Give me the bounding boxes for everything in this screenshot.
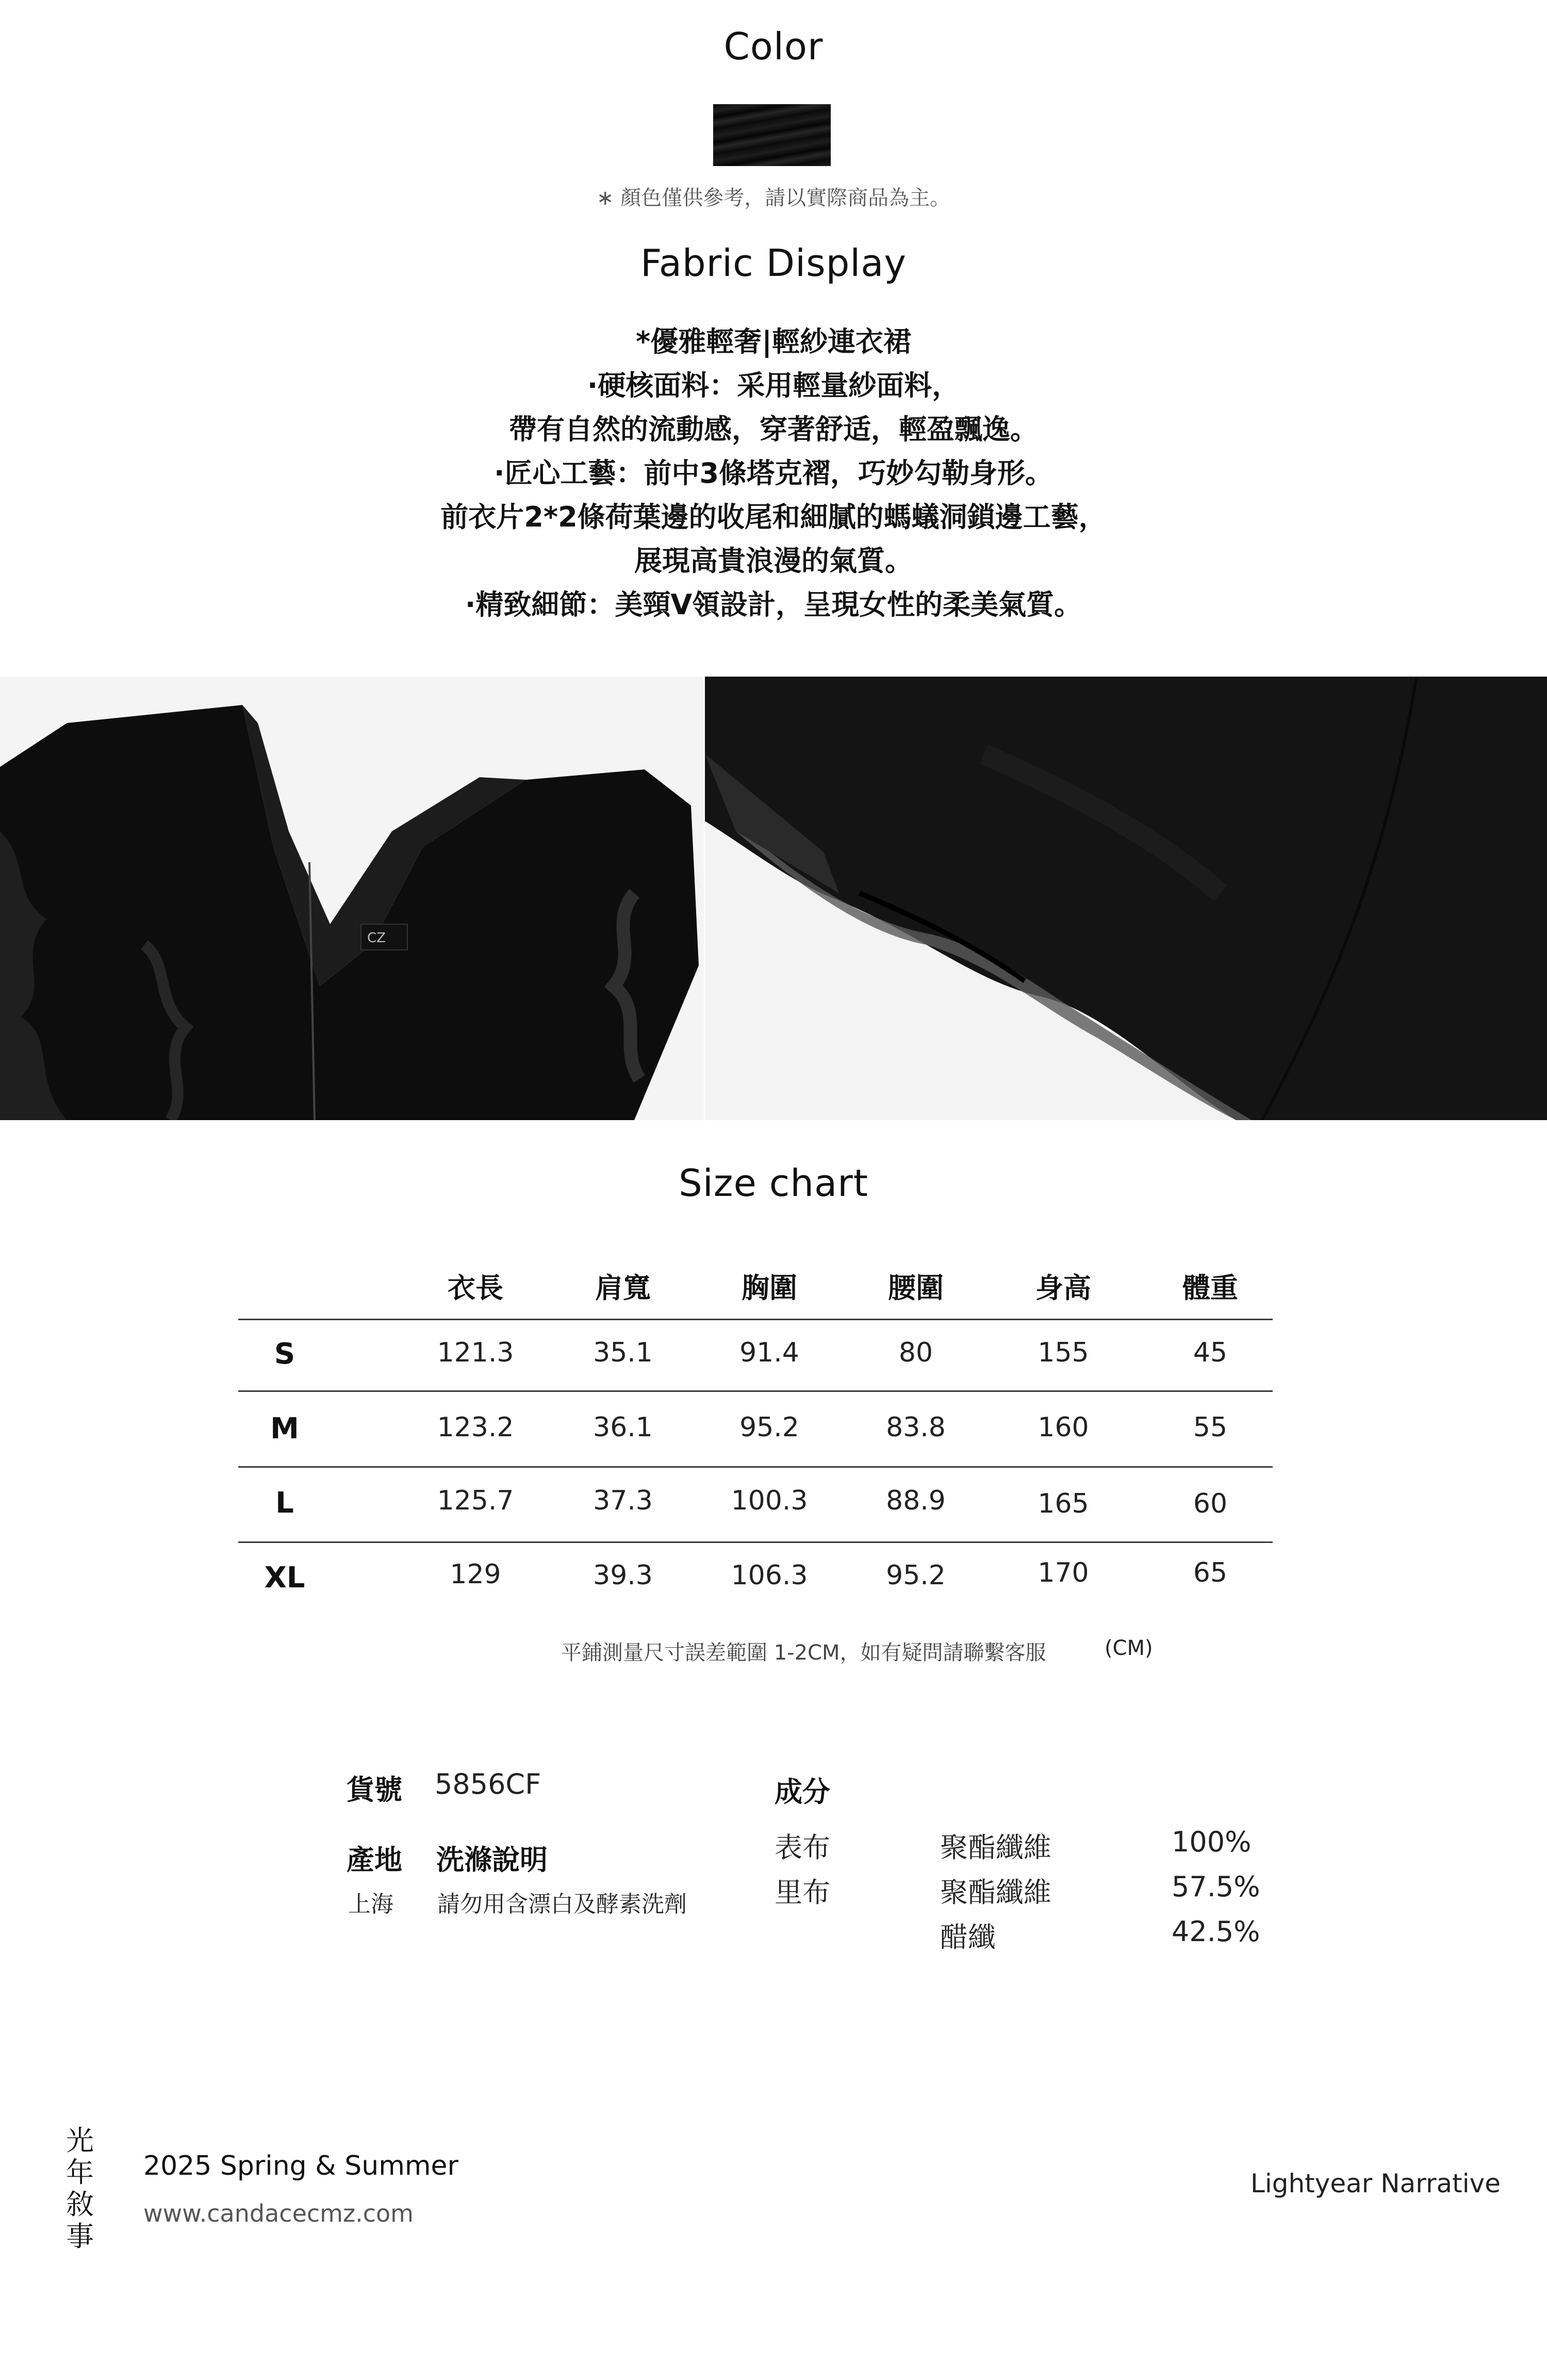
desc-line: ·硬核面料：采用輕量紗面料， xyxy=(587,369,960,402)
size-label-xl: XL xyxy=(264,1561,305,1595)
website-link[interactable]: www.candacecmz.com xyxy=(143,2200,414,2227)
table-cell: 125.7 xyxy=(437,1485,514,1516)
table-cell: 35.1 xyxy=(593,1337,653,1368)
table-cell: 129 xyxy=(450,1559,501,1590)
table-rule xyxy=(238,1319,1273,1320)
table-cell: 121.3 xyxy=(437,1337,514,1368)
table-cell: 36.1 xyxy=(593,1412,653,1443)
header-shoulder: 肩寬 xyxy=(595,1272,651,1304)
color-title: Color xyxy=(723,25,824,68)
table-cell: 45 xyxy=(1193,1337,1228,1368)
composition-material: 醋纖 xyxy=(940,1921,996,1954)
fabric-description xyxy=(0,320,1547,627)
composition-material: 聚酯纖維 xyxy=(940,1831,1051,1864)
header-bust: 胸圍 xyxy=(742,1272,797,1304)
size-chart-unit: (CM) xyxy=(1105,1636,1153,1660)
brand-char: 年 xyxy=(66,2156,94,2189)
color-note: ∗ 顏色僅供參考，請以實際商品為主。 xyxy=(596,186,951,210)
header-weight: 體重 xyxy=(1182,1272,1238,1304)
origin-value: 上海 xyxy=(348,1891,393,1917)
size-chart-note: 平鋪測量尺寸誤差範圍 1-2CM，如有疑問請聯繫客服 xyxy=(561,1641,1046,1665)
composition-percent: 57.5% xyxy=(1172,1870,1260,1903)
composition-percent: 42.5% xyxy=(1172,1915,1260,1948)
wash-label: 洗滌說明 xyxy=(436,1844,548,1876)
table-cell: 65 xyxy=(1193,1557,1228,1588)
header-height: 身高 xyxy=(1035,1272,1091,1304)
desc-line: ·匠心工藝：前中3條塔克褶，巧妙勾勒身形。 xyxy=(493,457,1054,489)
dress-hem-photo xyxy=(705,677,1547,1120)
size-chart-title: Size chart xyxy=(679,1161,868,1205)
brand-char: 光 xyxy=(66,2124,94,2157)
composition-material: 聚酯纖維 xyxy=(940,1876,1051,1909)
brand-english: Lightyear Narrative xyxy=(1250,2169,1501,2198)
table-cell: 106.3 xyxy=(731,1560,808,1591)
table-rule xyxy=(238,1466,1273,1468)
table-cell: 100.3 xyxy=(731,1485,808,1516)
item-no-label: 貨號 xyxy=(347,1774,402,1806)
header-length: 衣長 xyxy=(448,1272,503,1304)
dress-hem-illustration xyxy=(705,677,1547,1120)
table-cell: 83.8 xyxy=(886,1412,946,1443)
table-rule xyxy=(238,1541,1273,1543)
fabric-title: Fabric Display xyxy=(640,241,907,285)
size-label-s: S xyxy=(274,1337,295,1371)
table-cell: 95.2 xyxy=(739,1412,799,1443)
table-cell: 170 xyxy=(1038,1557,1089,1588)
desc-line: ·精致細節：美頸V領設計，呈現女性的柔美氣質。 xyxy=(465,588,1082,621)
composition-percent: 100% xyxy=(1172,1826,1252,1858)
table-cell: 155 xyxy=(1038,1337,1089,1368)
table-cell: 91.4 xyxy=(739,1337,799,1368)
size-label-m: M xyxy=(270,1412,299,1446)
item-no-value: 5856CF xyxy=(435,1768,541,1800)
dress-neckline-photo xyxy=(0,677,704,1120)
desc-line: 展現高貴浪漫的氣質。 xyxy=(634,545,913,577)
dress-neckline-illustration xyxy=(0,677,704,1120)
svg-text:CZ: CZ xyxy=(367,930,386,946)
table-cell: 165 xyxy=(1038,1488,1089,1519)
table-cell: 160 xyxy=(1038,1412,1089,1443)
brand-char: 事 xyxy=(66,2220,94,2253)
composition-label: 成分 xyxy=(775,1776,830,1808)
brand-char: 敘 xyxy=(66,2188,94,2221)
table-cell: 60 xyxy=(1193,1488,1228,1519)
origin-label: 產地 xyxy=(347,1844,402,1876)
wash-value: 請勿用含漂白及酵素洗劑 xyxy=(437,1891,687,1917)
table-cell: 95.2 xyxy=(886,1560,946,1591)
color-swatch-black[interactable] xyxy=(713,104,831,166)
season-text: 2025 Spring & Summer xyxy=(143,2151,458,2181)
desc-line: 前衣片2*2條荷葉邊的收尾和細膩的螞蟻洞鎖邊工藝， xyxy=(440,501,1107,533)
table-cell: 37.3 xyxy=(593,1485,653,1516)
table-cell: 39.3 xyxy=(593,1560,653,1591)
table-cell: 88.9 xyxy=(886,1485,946,1516)
size-label-l: L xyxy=(275,1486,294,1520)
table-cell: 55 xyxy=(1193,1412,1228,1443)
composition-part: 里布 xyxy=(775,1876,830,1909)
header-waist: 腰圍 xyxy=(888,1272,944,1304)
desc-line: *優雅輕奢|輕紗連衣裙 xyxy=(636,325,911,358)
brand-vertical xyxy=(62,2125,98,2253)
table-rule xyxy=(238,1390,1273,1392)
desc-line: 帶有自然的流動感，穿著舒适，輕盈飄逸。 xyxy=(509,413,1038,446)
table-cell: 123.2 xyxy=(437,1412,514,1443)
composition-part: 表布 xyxy=(775,1831,830,1864)
table-cell: 80 xyxy=(898,1337,933,1368)
